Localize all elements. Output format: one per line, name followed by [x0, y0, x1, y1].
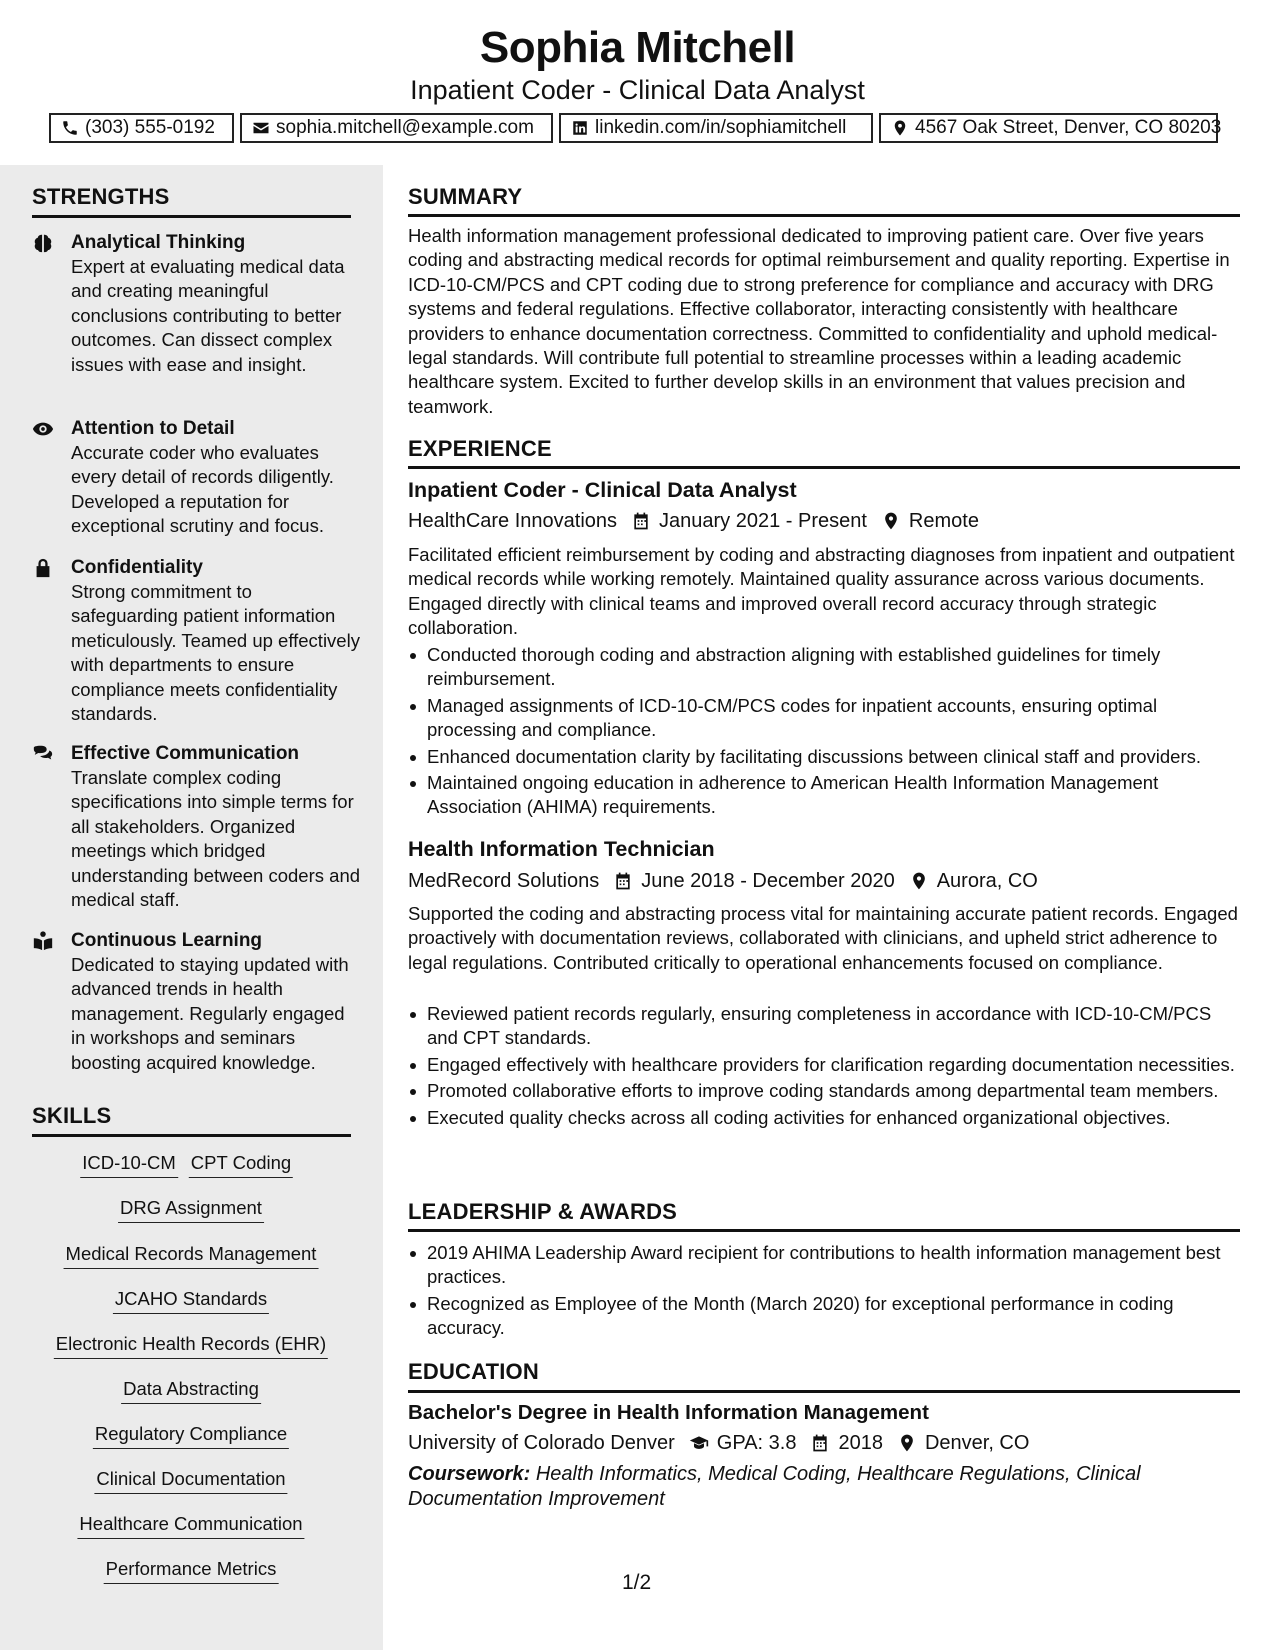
summary-text: Health information management professional dedicated to improving patient care. Over five years coding and abstracting medical records for optimal reimbursement and quality reporting. Expertise in ICD-10-CM/PCS and CPT coding due to strong preference for compliance and accuracy with DRG systems and federal regulations. Effective collaborator, interacting consistently with healthcare providers to enhance documentation correctness. Committed to confidentiality and uphold medical-legal standards. Will contribute full potential to streamline processes within a leading academic healthcare system. Excited to further develop skills in an environment that values precision and teamwork. [408, 225, 1230, 417]
leadership-rule [408, 1229, 1240, 1232]
strength-name: Attention to Detail [71, 418, 235, 439]
contact-email-text: sophia.mitchell@example.com [276, 117, 534, 138]
comments-icon [32, 743, 54, 765]
experience-rule [408, 466, 1240, 469]
strength-desc: Dedicated to staying updated with advanced trends in health management. Regularly engaged in workshops and seminars boosting acquired knowledge. [71, 954, 349, 1073]
calendar-icon [613, 871, 633, 891]
leadership-bullets [408, 1241, 1240, 1343]
job-dates: January 2021 - Present [659, 510, 867, 532]
contact-address-text: 4567 Oak Street, Denver, CO 80203 [915, 117, 1222, 138]
education-location: Denver, CO [924, 1432, 1030, 1454]
summary-rule [408, 214, 1240, 217]
strength-item [32, 230, 352, 400]
coursework-label: Coursework: [408, 1463, 531, 1485]
education-degree: Bachelor's Degree in Health Information Management [408, 1401, 929, 1424]
strength-item [32, 555, 360, 725]
job-bullets [408, 643, 1240, 822]
contact-phone-text: (303) 555-0192 [85, 117, 215, 138]
strength-name: Analytical Thinking [71, 232, 246, 253]
graduation-cap-icon [689, 1433, 709, 1453]
contact-linkedin[interactable] [559, 113, 873, 143]
job-description: Facilitated efficient reimbursement by coding and abstracting diagnoses from inpatient and outpatient medical records while working remotely. Maintained quality assurance across various documents. Engaged directly with clinical teams and improved overall record accuracy through strategic collaboration. [408, 544, 1235, 639]
skill-tag: Medical Records Management [64, 1242, 319, 1269]
list-item: Executed quality checks across all coding activities for enhanced organizational objectives. [408, 1106, 1240, 1130]
lock-icon [32, 557, 54, 579]
list-item: Reviewed patient records regularly, ensuring completeness in accordance with ICD-10-CM/PCS and CPT standards. [408, 1002, 1240, 1051]
brain-icon [32, 232, 54, 254]
education-gpa: GPA: 3.8 [716, 1432, 797, 1454]
strengths-rule [32, 215, 351, 218]
skill-tag: DRG Assignment [118, 1196, 264, 1223]
calendar-icon [810, 1433, 830, 1453]
education-rule [408, 1390, 1240, 1393]
strengths-title: STRENGTHS [32, 184, 170, 209]
strength-desc: Expert at evaluating medical data and creating meaningful conclusions contributing to better outcomes. Can dissect complex issues with ease and insight. [71, 256, 345, 375]
skill-tag: Clinical Documentation [94, 1467, 287, 1494]
strength-name: Continuous Learning [71, 930, 263, 951]
strength-desc: Accurate coder who evaluates every detail of records diligently. Developed a reputation for exceptional scrutiny and focus. [71, 442, 334, 537]
list-item: Recognized as Employee of the Month (March 2020) for exceptional performance in coding accuracy. [408, 1292, 1240, 1341]
list-item: Engaged effectively with healthcare providers for clarification regarding documentation necessities. [408, 1053, 1240, 1077]
job-meta [408, 868, 1038, 894]
strength-name: Effective Communication [71, 743, 300, 764]
contact-phone[interactable] [49, 113, 234, 143]
list-item: Enhanced documentation clarity by facilitating discussions between clinical staff and providers. [408, 745, 1240, 769]
education-meta [408, 1430, 1029, 1456]
education-title: EDUCATION [408, 1359, 539, 1384]
location-icon [897, 1433, 917, 1453]
strength-item [32, 928, 352, 1078]
skills-title: SKILLS [32, 1103, 112, 1128]
location-icon [909, 871, 929, 891]
job-description: Supported the coding and abstracting process vital for maintaining accurate patient records. Engaged proactively with documentation reviews, collaborated with clinicians, and upheld strict adherence to legal regulations. Contributed critically to operational enhancements focused on compliance. [408, 903, 1238, 973]
coursework-text: Health Informatics, Medical Coding, Healthcare Regulations, Clinical Documentation Improvement [408, 1463, 1141, 1510]
skill-tag: Data Abstracting [121, 1377, 261, 1404]
skill-tag: Performance Metrics [104, 1557, 279, 1584]
page-number: 1/2 [622, 1571, 652, 1594]
candidate-name: Sophia Mitchell [479, 23, 796, 72]
skill-tag: Regulatory Compliance [93, 1422, 289, 1449]
book-reader-icon [32, 930, 54, 952]
strength-item [32, 416, 352, 536]
skill-tag: Electronic Health Records (EHR) [54, 1332, 328, 1359]
list-item: Maintained ongoing education in adherence to American Health Information Management Association (AHIMA) requirements. [408, 771, 1240, 820]
job-company: MedRecord Solutions [408, 870, 600, 892]
job-location: Remote [908, 510, 979, 532]
summary-title: SUMMARY [408, 184, 523, 209]
skill-tag: ICD-10-CM [80, 1151, 178, 1178]
experience-title: EXPERIENCE [408, 436, 552, 461]
skill-tag: JCAHO Standards [113, 1287, 269, 1314]
education-coursework [408, 1462, 1240, 1512]
job-role: Inpatient Coder - Clinical Data Analyst [408, 478, 797, 502]
contact-email[interactable] [240, 113, 553, 143]
location-icon [881, 511, 901, 531]
list-item: 2019 AHIMA Leadership Award recipient for contributions to health information management best practices. [408, 1241, 1240, 1290]
list-item: Promoted collaborative efforts to improve coding standards among departmental team members. [408, 1079, 1240, 1103]
leadership-title: LEADERSHIP & AWARDS [408, 1199, 678, 1224]
skill-tag: Healthcare Communication [77, 1512, 304, 1539]
envelope-icon [252, 119, 270, 137]
contact-linkedin-text: linkedin.com/in/sophiamitchell [595, 117, 847, 138]
education-year: 2018 [838, 1432, 883, 1454]
skill-tag: CPT Coding [189, 1151, 293, 1178]
sidebar [0, 165, 383, 1650]
job-location: Aurora, CO [936, 870, 1038, 892]
strength-desc: Strong commitment to safeguarding patient information meticulously. Teamed up effectively with departments to ensure compliance meets confidentiality standards. [71, 581, 360, 725]
eye-icon [32, 418, 54, 440]
linkedin-icon [571, 119, 589, 137]
job-meta [408, 508, 979, 534]
contact-address [879, 113, 1222, 143]
candidate-title: Inpatient Coder - Clinical Data Analyst [410, 75, 865, 105]
list-item: Conducted thorough coding and abstraction aligning with established guidelines for timely reimbursement. [408, 643, 1240, 692]
strength-name: Confidentiality [71, 557, 203, 578]
calendar-icon [631, 511, 651, 531]
skills-rule [32, 1134, 351, 1137]
list-item: Managed assignments of ICD-10-CM/PCS codes for inpatient accounts, ensuring optimal processing and compliance. [408, 694, 1240, 743]
job-dates: June 2018 - December 2020 [641, 870, 895, 892]
job-bullets [408, 1002, 1240, 1132]
job-company: HealthCare Innovations [408, 510, 618, 532]
job-role: Health Information Technician [408, 837, 715, 861]
resume-header [0, 0, 1275, 165]
strength-item [32, 741, 361, 911]
education-school: University of Colorado Denver [408, 1432, 675, 1454]
strength-desc: Translate complex coding specifications into simple terms for all stakeholders. Organized meetings which bridged understanding between coders and medical staff. [71, 767, 361, 911]
phone-icon [61, 119, 79, 137]
location-icon [891, 119, 909, 137]
